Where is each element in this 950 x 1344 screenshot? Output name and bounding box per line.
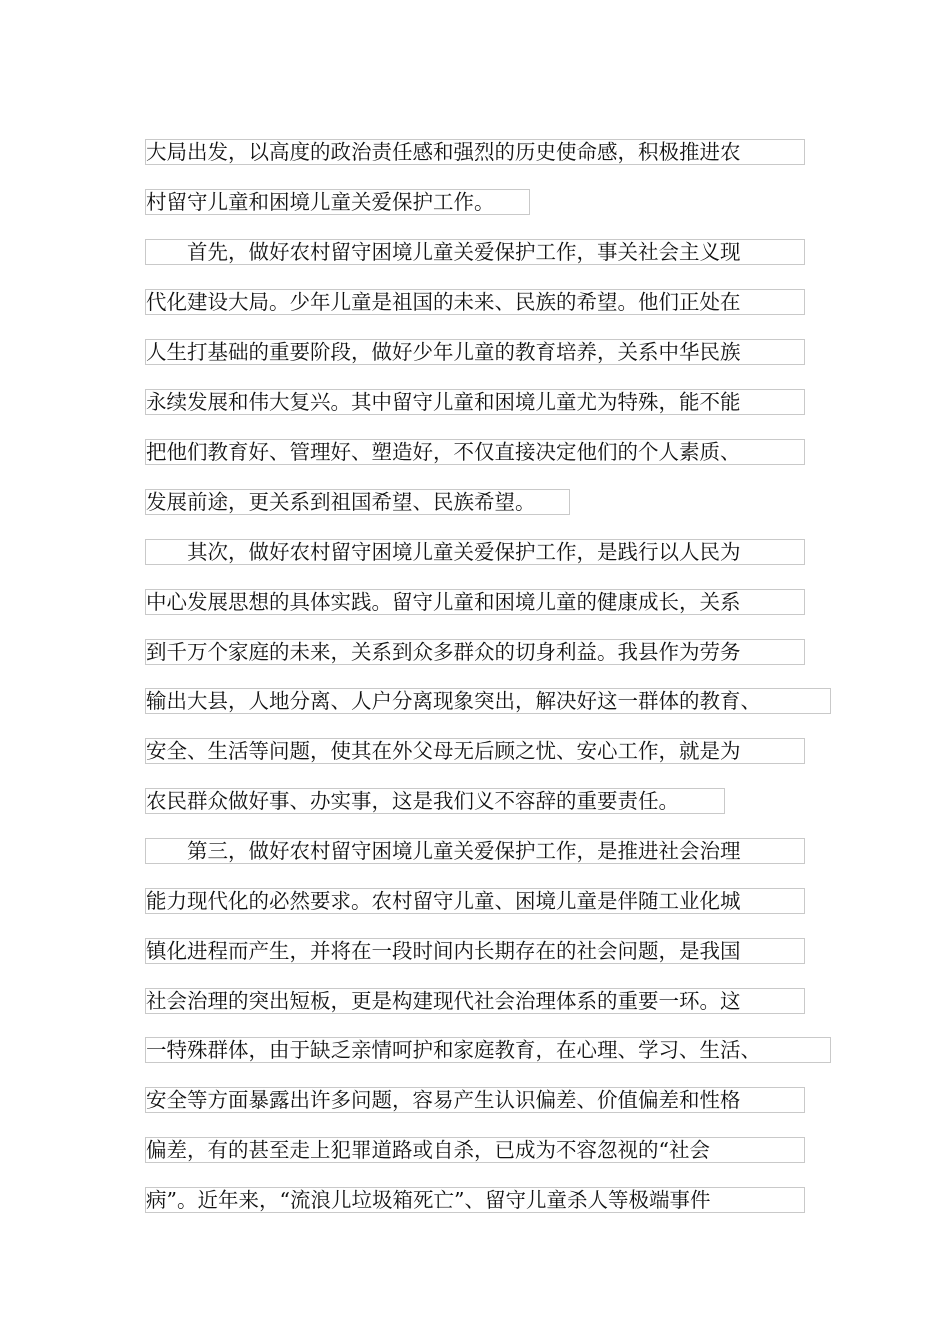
text-line: 大局出发，以高度的政治责任感和强烈的历史使命感，积极推进农 xyxy=(145,139,805,165)
text-line: 输出大县，人地分离、人户分离现象突出，解决好这一群体的教育、 xyxy=(145,688,831,714)
text-line: 其次，做好农村留守困境儿童关爱保护工作，是践行以人民为 xyxy=(145,539,805,565)
text-line: 偏差，有的甚至走上犯罪道路或自杀，已成为不容忽视的“社会 xyxy=(145,1137,805,1163)
text-line: 人生打基础的重要阶段，做好少年儿童的教育培养，关系中华民族 xyxy=(145,339,805,365)
text-line: 安全等方面暴露出许多问题，容易产生认识偏差、价值偏差和性格 xyxy=(145,1087,805,1113)
text-line: 第三，做好农村留守困境儿童关爱保护工作，是推进社会治理 xyxy=(145,838,805,864)
text-line: 病”。近年来，“流浪儿垃圾箱死亡”、留守儿童杀人等极端事件 xyxy=(145,1187,805,1213)
text-line: 村留守儿童和困境儿童关爱保护工作。 xyxy=(145,189,530,215)
text-line: 代化建设大局。少年儿童是祖国的未来、民族的希望。他们正处在 xyxy=(145,289,805,315)
text-line: 中心发展思想的具体实践。留守儿童和困境儿童的健康成长，关系 xyxy=(145,589,805,615)
text-line: 一特殊群体，由于缺乏亲情呵护和家庭教育，在心理、学习、生活、 xyxy=(145,1037,831,1063)
text-line: 到千万个家庭的未来，关系到众多群众的切身利益。我县作为劳务 xyxy=(145,639,805,665)
text-line: 发展前途，更关系到祖国希望、民族希望。 xyxy=(145,489,570,515)
text-line: 永续发展和伟大复兴。其中留守儿童和困境儿童尤为特殊，能不能 xyxy=(145,389,805,415)
text-line: 安全、生活等问题，使其在外父母无后顾之忧、安心工作，就是为 xyxy=(145,738,805,764)
text-line: 镇化进程而产生，并将在一段时间内长期存在的社会问题，是我国 xyxy=(145,938,805,964)
text-line: 把他们教育好、管理好、塑造好，不仅直接决定他们的个人素质、 xyxy=(145,439,805,465)
text-line: 首先，做好农村留守困境儿童关爱保护工作，事关社会主义现 xyxy=(145,239,805,265)
text-line: 社会治理的突出短板，更是构建现代社会治理体系的重要一环。这 xyxy=(145,988,805,1014)
text-line: 能力现代化的必然要求。农村留守儿童、困境儿童是伴随工业化城 xyxy=(145,888,805,914)
text-line: 农民群众做好事、办实事，这是我们义不容辞的重要责任。 xyxy=(145,788,725,814)
